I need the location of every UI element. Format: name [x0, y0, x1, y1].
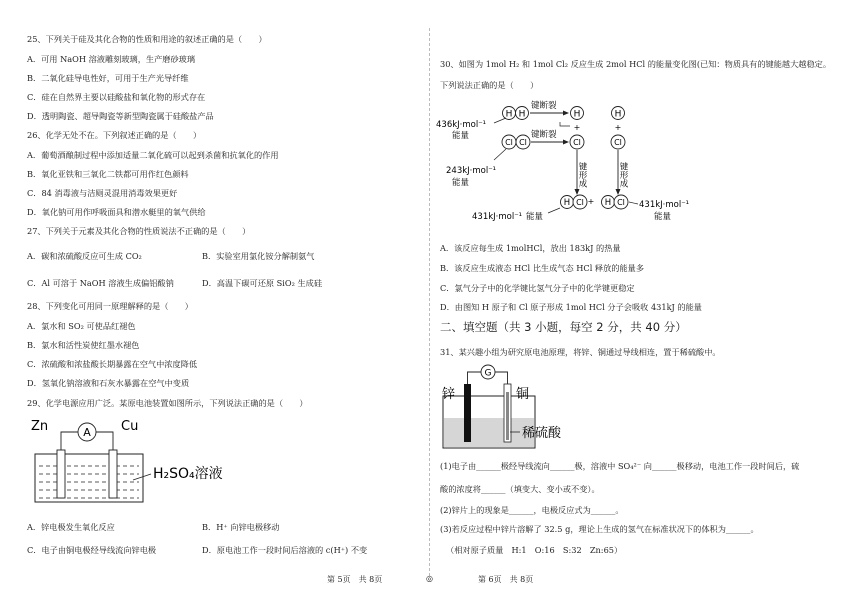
q31-part-2: (2)锌片上的现象是______，电极反应式为______。: [440, 505, 624, 515]
q28-option-c: C．浓硫酸和浓盐酸长期暴露在空气中浓度降低: [27, 359, 198, 369]
q29-option-a: A．锌电极发生氧化反应: [27, 522, 115, 532]
bond-energy-436: 436kJ·mol⁻¹: [436, 120, 487, 130]
dilute-sulfuric-acid-label: 稀硫酸: [522, 426, 562, 441]
plus-sign-1: +: [573, 123, 581, 132]
q27-stem: 27、下列关于元素及其化合物的性质说法不正确的是（ ）: [27, 226, 251, 236]
right-page: [430, 0, 860, 607]
cl-atom-2: Cl: [519, 138, 527, 147]
q27-option-c: C．Al 可溶于 NaOH 溶液生成偏铝酸钠: [27, 278, 174, 288]
bond-break-label-cl2: 键断裂: [531, 130, 557, 140]
cu-electrode: [109, 450, 117, 498]
bond-energy-243: 243kJ·mol⁻¹: [446, 166, 497, 176]
cl-atom-1: Cl: [505, 138, 513, 147]
q31-atomic-masses: （相对原子质量 H:1 O:16 S:32 Zn:65）: [446, 545, 623, 555]
page-number-left: 第 5页 共 8页: [327, 575, 383, 584]
ammeter-label: A: [83, 426, 91, 439]
h-atom-4: H: [614, 109, 622, 120]
q25-option-b: B．二氧化硅导电性好，可用于生产光导纤维: [27, 73, 189, 83]
q29-option-c: C．电子由铜电极经导线流向锌电极: [27, 545, 157, 555]
q30-option-a: A．该反应每生成 1molHCl，放出 183kJ 的热量: [440, 243, 621, 253]
page-center-mark: ◎: [426, 574, 433, 583]
q31-part-1: (1)电子由______极经导线流向______极，溶液中 SO₄²⁻ 向______极移动，电池工作一段时间后，硫: [440, 461, 800, 471]
energy-label-3: 能量: [526, 212, 544, 222]
energy-diagram-q30: [436, 96, 696, 226]
cl-atom-6: Cl: [617, 198, 625, 207]
q28-stem: 28、下列变化可用同一原理解释的是（ ）: [27, 301, 193, 311]
bond-break-label-h2: 键断裂: [531, 101, 557, 111]
bond-form-label-2: 键形成: [618, 162, 628, 188]
q31-part-3: (3)若反应过程中锌片溶解了 32.5 g，理论上生成的氢气在标准状况下的体积为______。: [440, 524, 759, 534]
q26-option-d: D．氧化钠可用作呼吸面具和潜水艇里的氧气供给: [27, 207, 206, 217]
q27-option-a: A．碳和浓硫酸反应可生成 CO₂: [27, 251, 142, 261]
q25-stem: 25、下列关于硅及其化合物的性质和用途的叙述正确的是（ ）: [27, 34, 267, 44]
h-atom-2: H: [518, 109, 526, 120]
q26-stem: 26、化学无处不在。下列叙述正确的是（ ）: [27, 130, 202, 140]
zinc-label: 锌: [442, 387, 456, 402]
h-atom-3: H: [573, 109, 581, 120]
q30-stem: 30、如图为 1mol H₂ 和 1mol Cl₂ 反应生成 2mol HCl 的能量变化图(已知：物质具有的键能越大越稳定。: [440, 59, 832, 69]
energy-label-1: 能量: [452, 131, 470, 141]
galvanometer-label: G: [484, 368, 492, 379]
bond-form-label-1: 键形成: [577, 162, 587, 188]
q30-option-c: C．氯气分子中的化学键比氢气分子中的化学键更稳定: [440, 283, 635, 293]
bond-energy-431-right: 431kJ·mol⁻¹: [639, 200, 690, 210]
cu-label: Cu: [121, 419, 139, 434]
q31-part-1-cont: 酸的浓度将______（填变大、变小或不变）。: [440, 484, 600, 494]
q31-stem: 31、某兴趣小组为研究原电池原理，将锌、铜通过导线相连，置于稀硫酸中。: [440, 347, 721, 357]
plus-sign-2: +: [614, 123, 622, 132]
q29-stem: 29、化学电源应用广泛。某原电池装置如图所示，下列说法正确的是（ ）: [27, 398, 308, 408]
zinc-electrode: [464, 384, 471, 442]
bond-energy-431-left: 431kJ·mol⁻¹: [472, 212, 523, 222]
q25-option-d: D．透明陶瓷、超导陶瓷等新型陶瓷属于硅酸盐产品: [27, 111, 214, 121]
q30-option-d: D．由图知 H 原子和 Cl 原子形成 1mol HCl 分子会吸收 431kJ 的能量: [440, 302, 702, 312]
q29-option-d: D．原电池工作一段时间后溶液的 c(H⁺) 不变: [202, 545, 368, 555]
cl-atom-3: Cl: [573, 138, 581, 147]
q26-option-c: C．84 消毒液与洁厕灵混用消毒效果更好: [27, 188, 178, 198]
q30-option-b: B．该反应生成液态 HCl 比生成气态 HCl 释放的能量多: [440, 263, 645, 273]
section-heading-fill-in: 二、填空题（共 3 小题，每空 2 分，共 40 分）: [440, 320, 687, 334]
zn-electrode: [57, 450, 65, 498]
plus-sign-3: +: [587, 197, 595, 206]
cl-atom-4: Cl: [614, 138, 622, 147]
q28-option-d: D．氢氧化钠溶液和石灰水暴露在空气中变质: [27, 378, 190, 388]
h-atom-6: H: [604, 198, 612, 208]
q29-option-b: B．H⁺ 向锌电极移动: [202, 522, 280, 532]
q28-option-b: B．氯水和活性炭使红墨水褪色: [27, 340, 140, 350]
galvanic-cell-figure-q29: [25, 416, 240, 508]
h-atom-1: H: [505, 109, 513, 120]
q28-option-a: A．氯水和 SO₂ 可使品红褪色: [27, 321, 136, 331]
energy-label-4: 能量: [654, 212, 672, 222]
q26-option-b: B．氧化亚铁和三氧化二铁都可用作红色颜料: [27, 169, 189, 179]
q27-option-d: D．高温下碳可还原 SiO₂ 生成硅: [202, 278, 323, 288]
galvanic-cell-figure-q31: [438, 362, 598, 454]
q25-option-c: C．硅在自然界主要以硅酸盐和氧化物的形式存在: [27, 92, 206, 102]
energy-label-2: 能量: [452, 178, 470, 188]
cl-atom-5: Cl: [576, 198, 584, 207]
q30-stem-2: 下列说法正确的是（ ）: [440, 80, 539, 90]
copper-label: 铜: [516, 387, 530, 402]
page-number-right: 第 6页 共 8页: [478, 575, 534, 584]
zn-label: Zn: [31, 419, 49, 434]
q26-option-a: A．葡萄酒酿制过程中添加适量二氧化硫可以起到杀菌和抗氧化的作用: [27, 150, 279, 160]
solution-label: H₂SO₄溶液: [153, 466, 223, 482]
h-atom-5: H: [563, 198, 571, 208]
q27-option-b: B．实验室用氯化铵分解制氨气: [202, 251, 315, 261]
q25-option-a: A．可用 NaOH 溶液雕刻玻璃，生产磨砂玻璃: [27, 54, 196, 64]
